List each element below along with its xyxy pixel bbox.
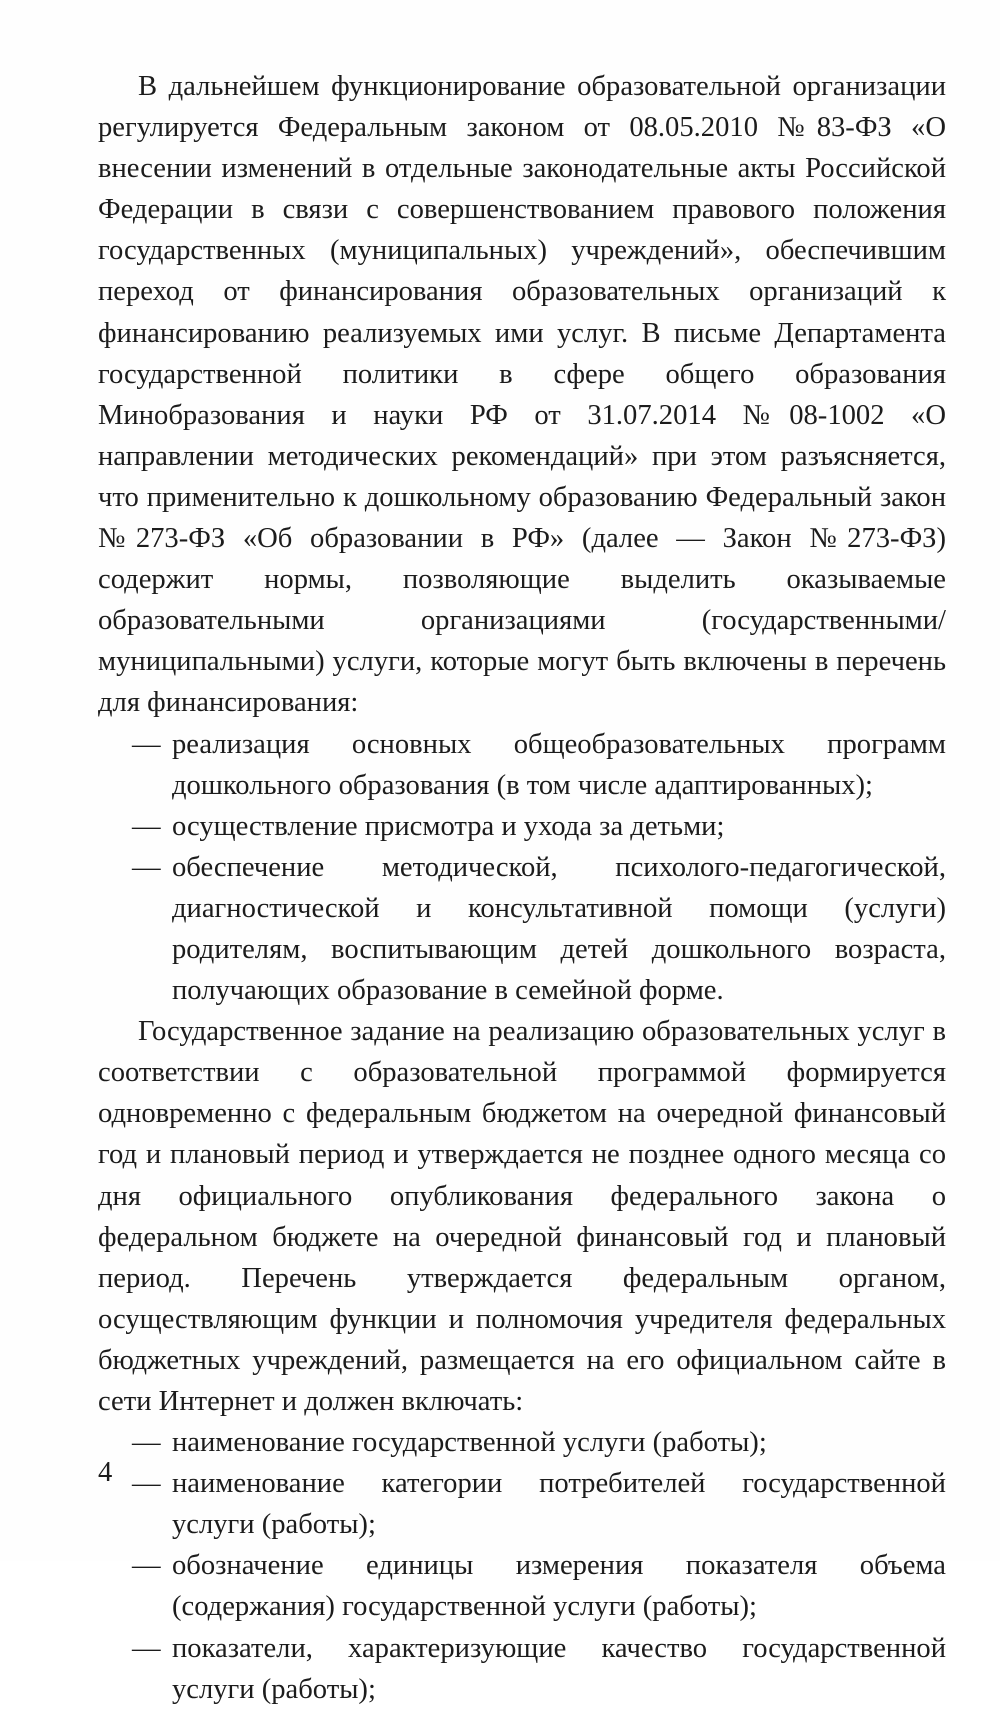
list-item-text: обеспечение методической, психолого-педагогической, диагностической и консультативной помощи (услуги) родителям, воспитывающим детей дошкольного возраста, получающих образование в семейной форме.: [172, 851, 946, 1007]
paragraph-2: Государственное задание на реализацию образовательных услуг в соответствии с образовательной программой формируется одновременно с федеральным бюджетом на очередной финансовый год и плановый период и утверждается не позднее одного месяца со дня официального опубликования федерального закона о федеральном бюджете на очередной финансовый год и плановый период. Перечень утверждается федеральным органом, осуществляющим функции и полномочия учредителя федеральных бюджетных учреждений, размещается на его официальном сайте в сети Интернет и должен включать:: [98, 1016, 946, 1417]
list-item-text: осуществление присмотра и ухода за детьми;: [172, 810, 725, 842]
paragraph-1: В дальнейшем функционирование образовательной организации регулируется Федеральным законом от 08.05.2010 №83-ФЗ «О внесении изменений в отдельные законодательные акты Российской Федерации в связи с совершенствованием правового положения государственных (муниципальных) учреждений», обеспечившим переход от финансирования образовательных организаций к финансированию реализуемых ими услуг. В письме Департамента государственной политики в сфере общего образования Минобразования и науки РФ от 31.07.2014 №08-1002 «О направлении методических рекомендаций» при этом разъясняется, что применительно к дошкольному образованию Федеральный закон №273-ФЗ «Об образовании в РФ» (далее — Закон №273-ФЗ) содержит нормы, позволяющие выделить оказываемые образовательными организациями (государственными/муниципальными) услуги, которые могут быть включены в перечень для финансирования:: [98, 71, 946, 719]
list-dash: —: [132, 728, 161, 760]
list-item-text: реализация основных общеобразовательных программ дошкольного образования (в том числе адаптированных);: [172, 728, 946, 801]
list-dash: —: [132, 1427, 161, 1459]
list-item: [98, 724, 946, 806]
page-text: [98, 66, 946, 1710]
list-item-text: наименование государственной услуги (работы);: [172, 1427, 767, 1459]
requirements-list: [98, 1422, 946, 1710]
list-item-text: наименование категории потребителей государственной услуги (работы);: [172, 1468, 946, 1541]
list-item: [98, 1463, 946, 1545]
list-item-text: обозначение единицы измерения показателя объема (содержания) государственной услуги (работы);: [172, 1550, 946, 1623]
list-item: [98, 847, 946, 1011]
services-list: [98, 724, 946, 1012]
list-item: [98, 1628, 946, 1710]
page-number: 4: [98, 1457, 113, 1488]
list-item: [98, 1545, 946, 1627]
list-item: [98, 1422, 946, 1463]
list-dash: —: [132, 1468, 161, 1500]
list-item: [98, 806, 946, 847]
list-dash: —: [132, 1632, 161, 1664]
list-dash: —: [132, 810, 161, 842]
list-dash: —: [132, 851, 161, 883]
list-item-text: показатели, характеризующие качество государственной услуги (работы);: [172, 1632, 946, 1705]
list-dash: —: [132, 1550, 161, 1582]
